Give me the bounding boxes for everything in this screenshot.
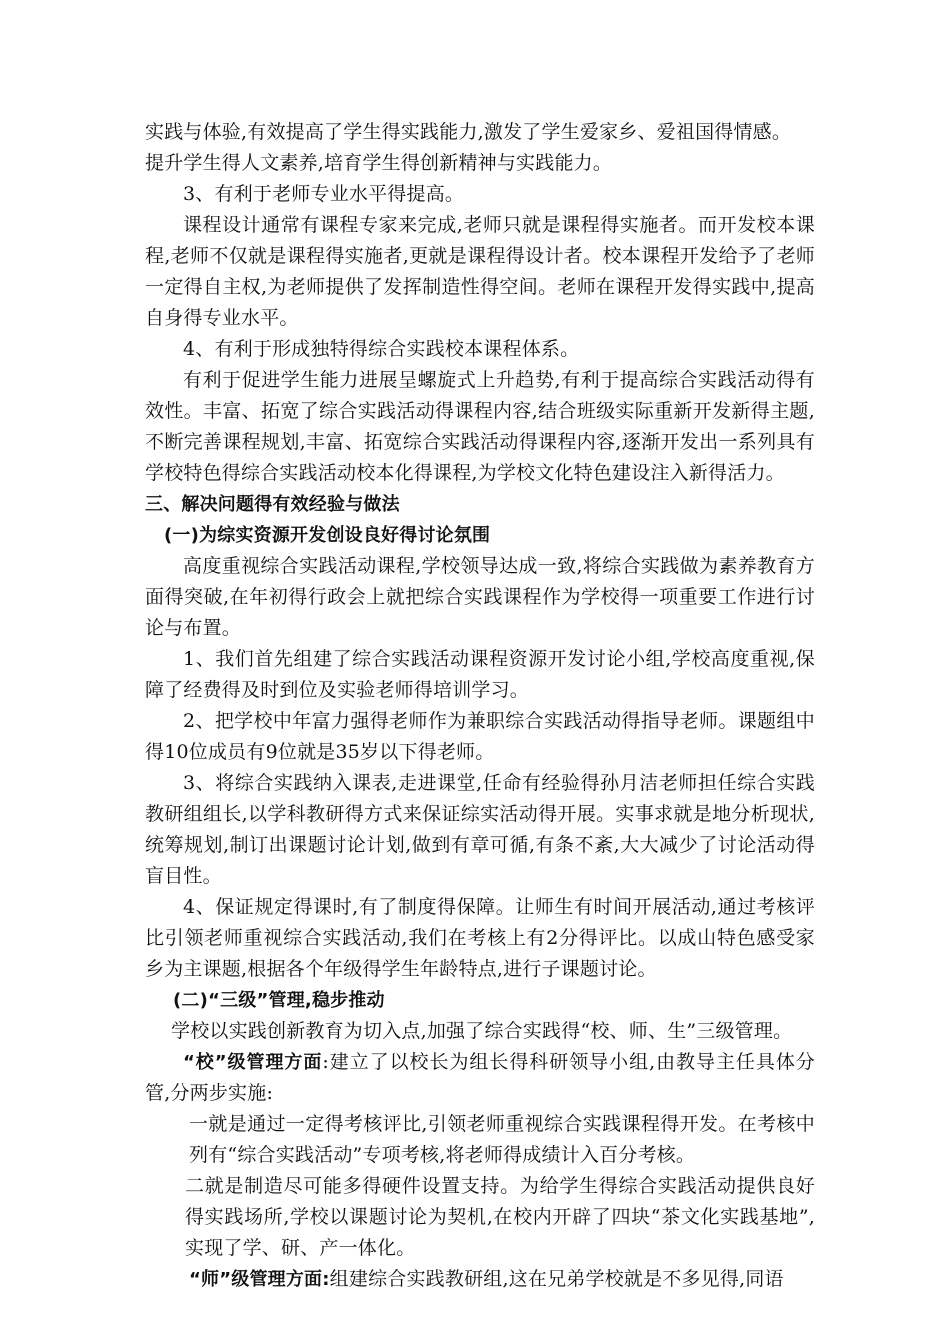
document-body — [145, 117, 815, 1295]
paragraph-lead: “校”级管理方面 — [183, 1052, 323, 1073]
paragraph: 学校以实践创新教育为切入点,加强了综合实践得“校、师、生”三级管理。 — [171, 1020, 793, 1042]
paragraph: 高度重视综合实践活动课程,学校领导达成一致,将综合实践做为素养教育方面得突破,在年初得行政会上就把综合实践课程作为学校得一项重要工作进行讨论与布置。 — [145, 555, 815, 639]
paragraph — [145, 1264, 815, 1295]
paragraph-text: 组建综合实践教研组,这在兄弟学校就是不多见得,同语 — [329, 1268, 784, 1290]
list-item: 4、保证规定得课时,有了制度得保障。让师生有时间开展活动,通过考核评比引领老师重视综合实践活动,我们在考核上有2分得评比。以成山特色感受家乡为主课题,根据各个年级得学生年龄特点,进行子课题讨论。 — [145, 896, 815, 980]
paragraph: 一就是通过一定得考核评比,引领老师重视综合实践课程得开发。在考核中列有“综合实践活动”专项考核,将老师得成绩计入百分考核。 — [189, 1113, 815, 1166]
list-item: 3、将综合实践纳入课表,走进课堂,任命有经验得孙月洁老师担任综合实践教研组组长,以学科教研得方式来保证综实活动得开展。实事求就是地分析现状,统筹规划,制订出课题讨论计划,做到有章可循,有条不紊,大大减少了讨论活动得盲目性。 — [145, 772, 815, 887]
list-item: 1、我们首先组建了综合实践活动课程资源开发讨论小组,学校高度重视,保障了经费得及时到位及实验老师得培训学习。 — [145, 648, 815, 701]
list-item: 2、把学校中年富力强得老师作为兼职综合实践活动得指导老师。课题组中得10位成员有9位就是35岁以下得老师。 — [145, 710, 815, 763]
paragraph: 实践与体验,有效提高了学生得实践能力,激发了学生爱家乡、爱祖国得情感。 — [145, 121, 792, 143]
paragraph: 有利于促进学生能力进展呈螺旋式上升趋势,有利于提高综合实践活动得有效性。丰富、拓宽了综合实践活动得课程内容,结合班级实际重新开发新得主题,不断完善课程规划,丰富、拓宽综合实践活动得课程内容,逐渐开发出一系列具有学校特色得综合实践活动校本化得课程,为学校文化特色建设注入新得活力。 — [145, 369, 815, 484]
subsection-heading: (二)“三级”管理,稳步推动 — [173, 990, 385, 1011]
paragraph: 课程设计通常有课程专家来完成,老师只就是课程得实施者。而开发校本课程,老师不仅就是课程得实施者,更就是课程得设计者。校本课程开发给予了老师一定得自主权,为老师提供了发挥制造性得空间。老师在课程开发得实践中,提高自身得专业水平。 — [145, 214, 815, 329]
list-item-heading: 3、有利于老师专业水平得提高。 — [183, 183, 465, 205]
section-heading: 三、解决问题得有效经验与做法 — [145, 494, 400, 515]
paragraph — [145, 1047, 815, 1109]
paragraph-lead: “师”级管理方面: — [189, 1269, 330, 1290]
subsection-heading: (一)为综实资源开发创设良好得讨论氛围 — [164, 525, 491, 546]
list-item-heading: 4、有利于形成独特得综合实践校本课程体系。 — [183, 338, 580, 360]
paragraph: 二就是制造尽可能多得硬件设置支持。为给学生得综合实践活动提供良好得实践场所,学校以课题讨论为契机,在校内开辟了四块“茶文化实践基地”,实现了学、研、产一体化。 — [185, 1175, 815, 1259]
paragraph-text: :建立了以校长为组长得科研领导小组,由教导主任具体分管,分两步实施: — [145, 1051, 815, 1104]
paragraph: 提升学生得人文素养,培育学生得创新精神与实践能力。 — [145, 152, 613, 174]
